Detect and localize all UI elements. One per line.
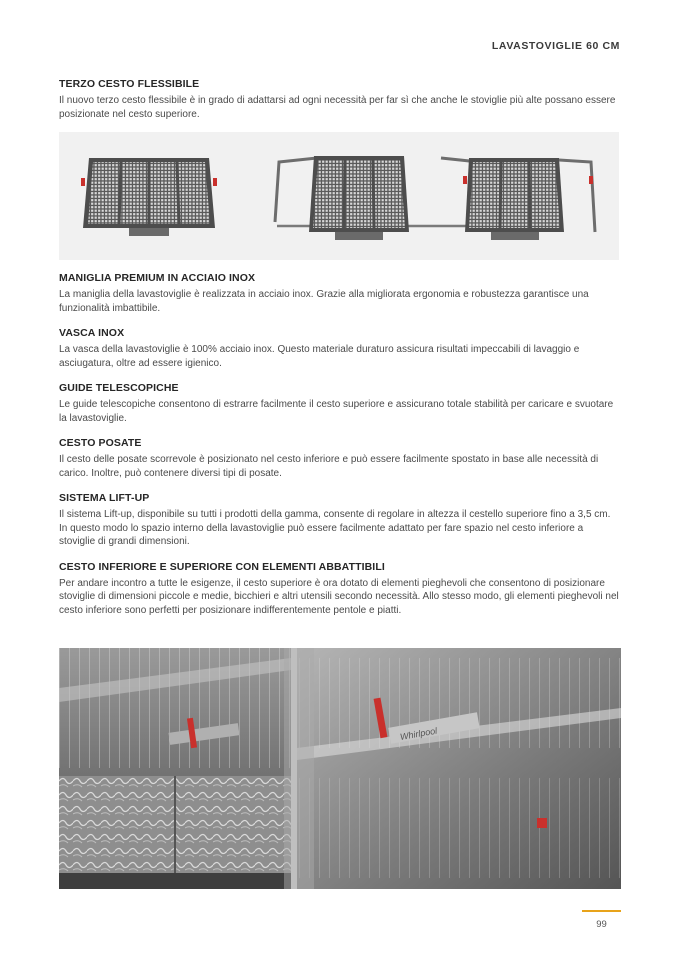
section-heading: CESTO INFERIORE E SUPERIORE CON ELEMENTI ABBATTIBILI <box>59 560 385 573</box>
basket-drawings <box>59 132 619 260</box>
dishwasher-interior-photo <box>59 648 621 889</box>
brand-mark: Whirlpool <box>399 725 438 742</box>
section-heading: TERZO CESTO FLESSIBILE <box>59 78 200 90</box>
section-body: Il nuovo terzo cesto flessibile è in grado di adattarsi ad ogni necessità per far sì che anche le stoviglie più alte possano essere posizionate nel cesto superiore. <box>59 95 616 120</box>
section-lift-up <box>59 492 621 549</box>
footer-accent-line <box>582 910 621 912</box>
basket-closed <box>81 158 217 236</box>
section-vasca-inox <box>59 327 621 370</box>
basket-extended <box>275 156 483 240</box>
section-heading: GUIDE TELESCOPICHE <box>59 382 179 394</box>
section-heading: SISTEMA LIFT-UP <box>59 492 150 504</box>
section-body: Le guide telescopiche consentono di estrarre facilmente il cesto superiore e assicurano totale stabilità per caricare e svuotare la lavastoviglie. <box>59 399 614 424</box>
section-terzo-cesto <box>59 78 621 121</box>
third-basket-illustration <box>59 132 619 260</box>
section-body: Per andare incontro a tutte le esigenze, il cesto superiore è ora dotato di elementi pieghevoli che consentono di posizionare stoviglie di dimensioni piccole e medie, bicchieri e altri utensili secondo necessità. Allo stesso modo, gli elementi pieghevoli nel cesto inferiore sono perfetti per posizionare indifferentemente pentole e piatti. <box>59 577 619 616</box>
section-body: Il sistema Lift-up, disponibile su tutti i prodotti della gamma, consente di regolare in altezza il cestello superiore fino a 3,5 cm. In questo modo lo spazio interno della lavastoviglie può essere facilmente adattato per fare spazio nel cesto inferiore a stoviglie di grandi dimensioni. <box>59 509 611 547</box>
section-elementi-abbattibili <box>59 561 621 618</box>
section-heading: CESTO POSATE <box>59 437 142 449</box>
section-cesto-posate <box>59 437 621 480</box>
photo-drawing <box>59 648 621 889</box>
section-heading: MANIGLIA PREMIUM IN ACCIAIO INOX <box>59 272 256 284</box>
section-body: Il cesto delle posate scorrevole è posizionato nel cesto inferiore e può essere facilmente spostato in base alle necessità di carico. Inoltre, può contenere diversi tipi di posate. <box>59 454 599 479</box>
section-maniglia <box>59 272 621 315</box>
page-number: 99 <box>596 919 607 930</box>
main-content <box>59 78 621 617</box>
section-heading: VASCA INOX <box>59 327 125 339</box>
basket-tilted <box>463 158 595 240</box>
section-body: La vasca della lavastoviglie è 100% acciaio inox. Questo materiale duraturo assicura risultati impeccabili di lavaggio e asciugatura, oltre ad essere igienico. <box>59 344 580 369</box>
page-header-title: LAVASTOVIGLIE 60 CM <box>491 40 620 52</box>
section-guide-telescopiche <box>59 382 621 425</box>
section-body: La maniglia della lavastoviglie è realizzata in acciaio inox. Grazie alla migliorata ergonomia e robustezza garantisce una funzionalità imbattibile. <box>59 289 589 314</box>
